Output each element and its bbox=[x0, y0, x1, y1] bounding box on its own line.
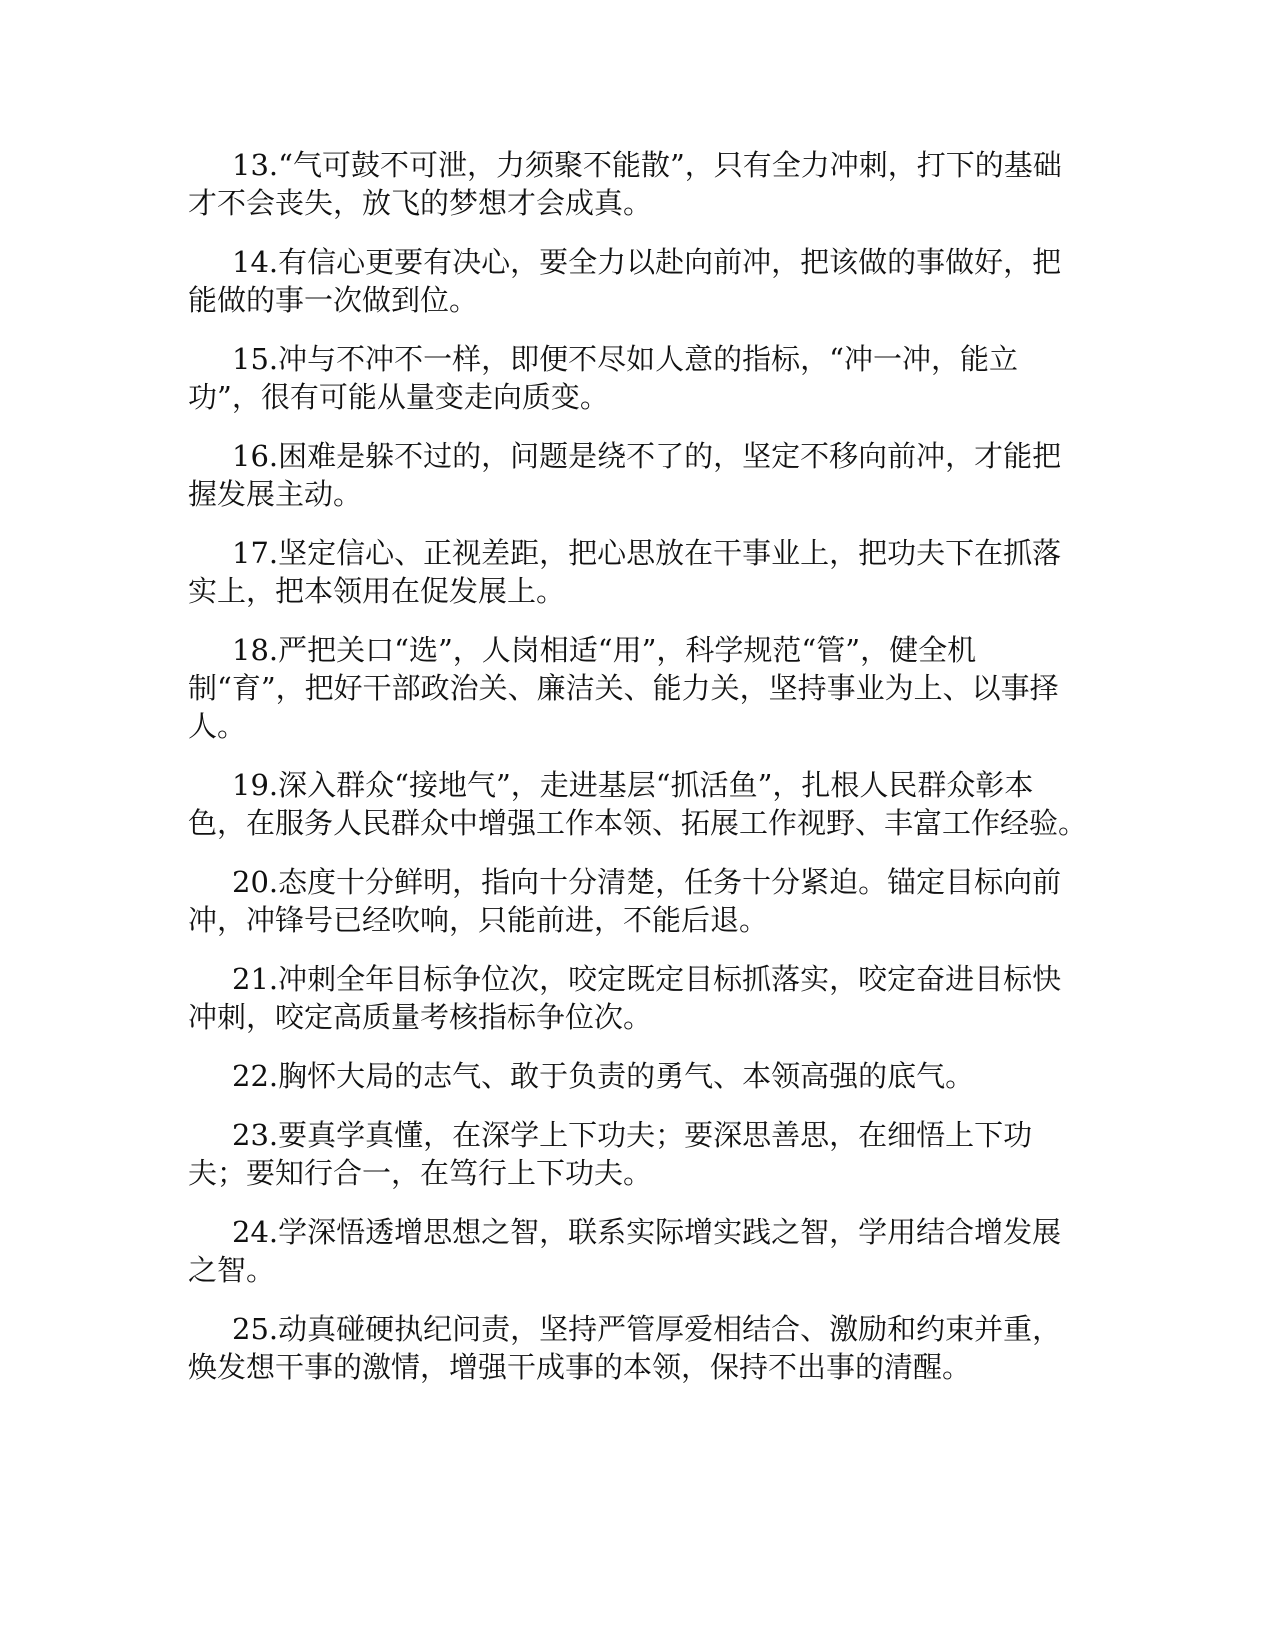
paragraph-23: 23.要真学真懂，在深学上下功夫；要深思善思，在细悟上下功夫；要知行合一，在笃行上下功夫。 bbox=[188, 1118, 1033, 1190]
paragraph-14: 14.有信心更要有决心，要全力以赴向前冲，把该做的事做好，把能做的事一次做到位。 bbox=[188, 245, 1062, 317]
paragraph-20: 20.态度十分鲜明，指向十分清楚，任务十分紧迫。锚定目标向前冲，冲锋号已经吹响，只能前进，不能后退。 bbox=[188, 865, 1062, 937]
paragraph-17: 17.坚定信心、正视差距，把心思放在干事业上，把功夫下在抓落实上，把本领用在促发展上。 bbox=[188, 536, 1062, 608]
paragraph-18: 18.严把关口“选”，人岗相适“用”，科学规范“管”，健全机制“育”，把好干部政治关、廉洁关、能力关，坚持事业为上、以事择人。 bbox=[188, 633, 1059, 743]
paragraph-24: 24.学深悟透增思想之智，联系实际增实践之智，学用结合增发展之智。 bbox=[188, 1215, 1062, 1287]
document-body bbox=[188, 146, 1088, 1407]
paragraph-21: 21.冲刺全年目标争位次，咬定既定目标抓落实，咬定奋进目标快冲刺，咬定高质量考核指标争位次。 bbox=[188, 962, 1062, 1034]
paragraph-19: 19.深入群众“接地气”，走进基层“抓活鱼”，扎根人民群众彰本色，在服务人民群众中增强工作本领、拓展工作视野、丰富工作经验。 bbox=[188, 768, 1088, 840]
paragraph-16: 16.困难是躲不过的，问题是绕不了的，坚定不移向前冲，才能把握发展主动。 bbox=[188, 439, 1062, 511]
paragraph-15: 15.冲与不冲不一样，即便不尽如人意的指标，“冲一冲，能立功”，很有可能从量变走向质变。 bbox=[188, 342, 1018, 414]
paragraph-25: 25.动真碰硬执纪问责，坚持严管厚爱相结合、激励和约束并重，焕发想干事的激情，增强干成事的本领，保持不出事的清醒。 bbox=[188, 1312, 1062, 1384]
paragraph-22: 22.胸怀大局的志气、敢于负责的勇气、本领高强的底气。 bbox=[232, 1059, 975, 1093]
paragraph-13: 13.“气可鼓不可泄，力须聚不能散”，只有全力冲刺，打下的基础才不会丧失，放飞的梦想才会成真。 bbox=[188, 148, 1062, 220]
